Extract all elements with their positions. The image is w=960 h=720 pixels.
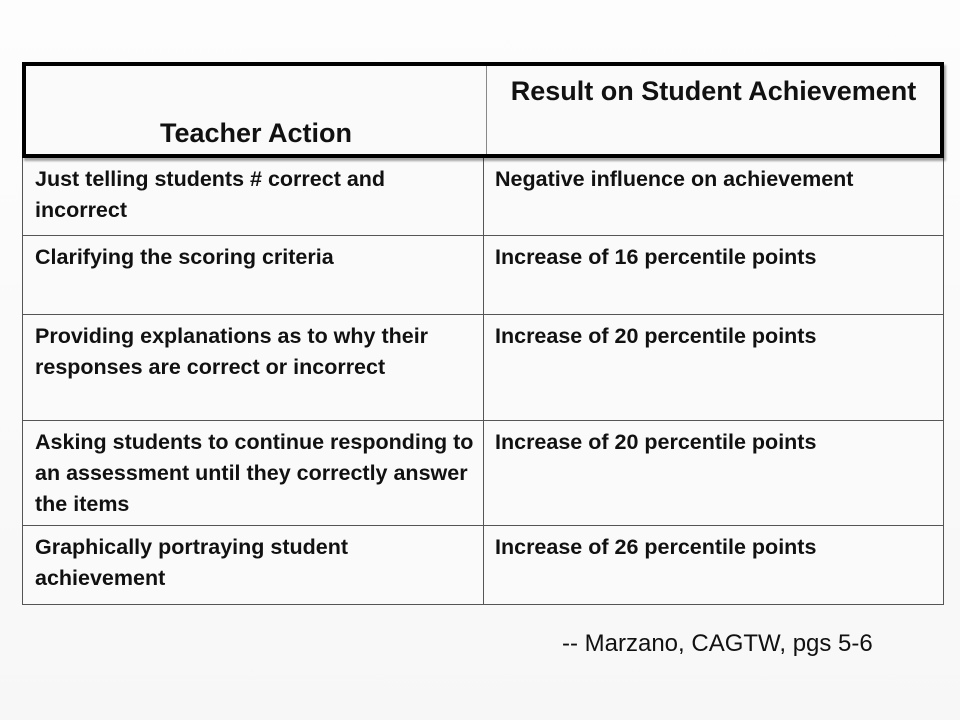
table-row xyxy=(23,158,943,235)
result-cell: Increase of 20 percentile points xyxy=(495,430,817,454)
header-result xyxy=(487,66,940,154)
table-row xyxy=(23,525,943,604)
action-cell: Clarifying the scoring criteria xyxy=(23,236,484,314)
header-teacher-action-label: Teacher Action xyxy=(159,118,353,148)
table-header xyxy=(22,62,944,158)
result-cell: Increase of 26 percentile points xyxy=(495,535,817,559)
result-cell: Increase of 20 percentile points xyxy=(495,324,817,348)
action-cell: Graphically portraying student achievement xyxy=(23,526,484,604)
action-cell: Asking students to continue responding to an assessment until they correctly answer the items xyxy=(23,421,484,525)
action-cell: Providing explanations as to why their responses are correct or incorrect xyxy=(23,315,484,420)
table-row xyxy=(23,235,943,314)
result-cell: Increase of 16 percentile points xyxy=(495,245,817,269)
header-teacher-action xyxy=(26,66,487,154)
action-cell: Just telling students # correct and incorrect xyxy=(23,158,484,235)
table-row xyxy=(23,420,943,525)
citation: -- Marzano, CAGTW, pgs 5-6 xyxy=(562,630,873,657)
table-row xyxy=(23,314,943,420)
header-result-label: Result on Student Achievement xyxy=(510,76,917,106)
table-body xyxy=(22,158,944,605)
result-cell: Negative influence on achievement xyxy=(495,167,854,191)
